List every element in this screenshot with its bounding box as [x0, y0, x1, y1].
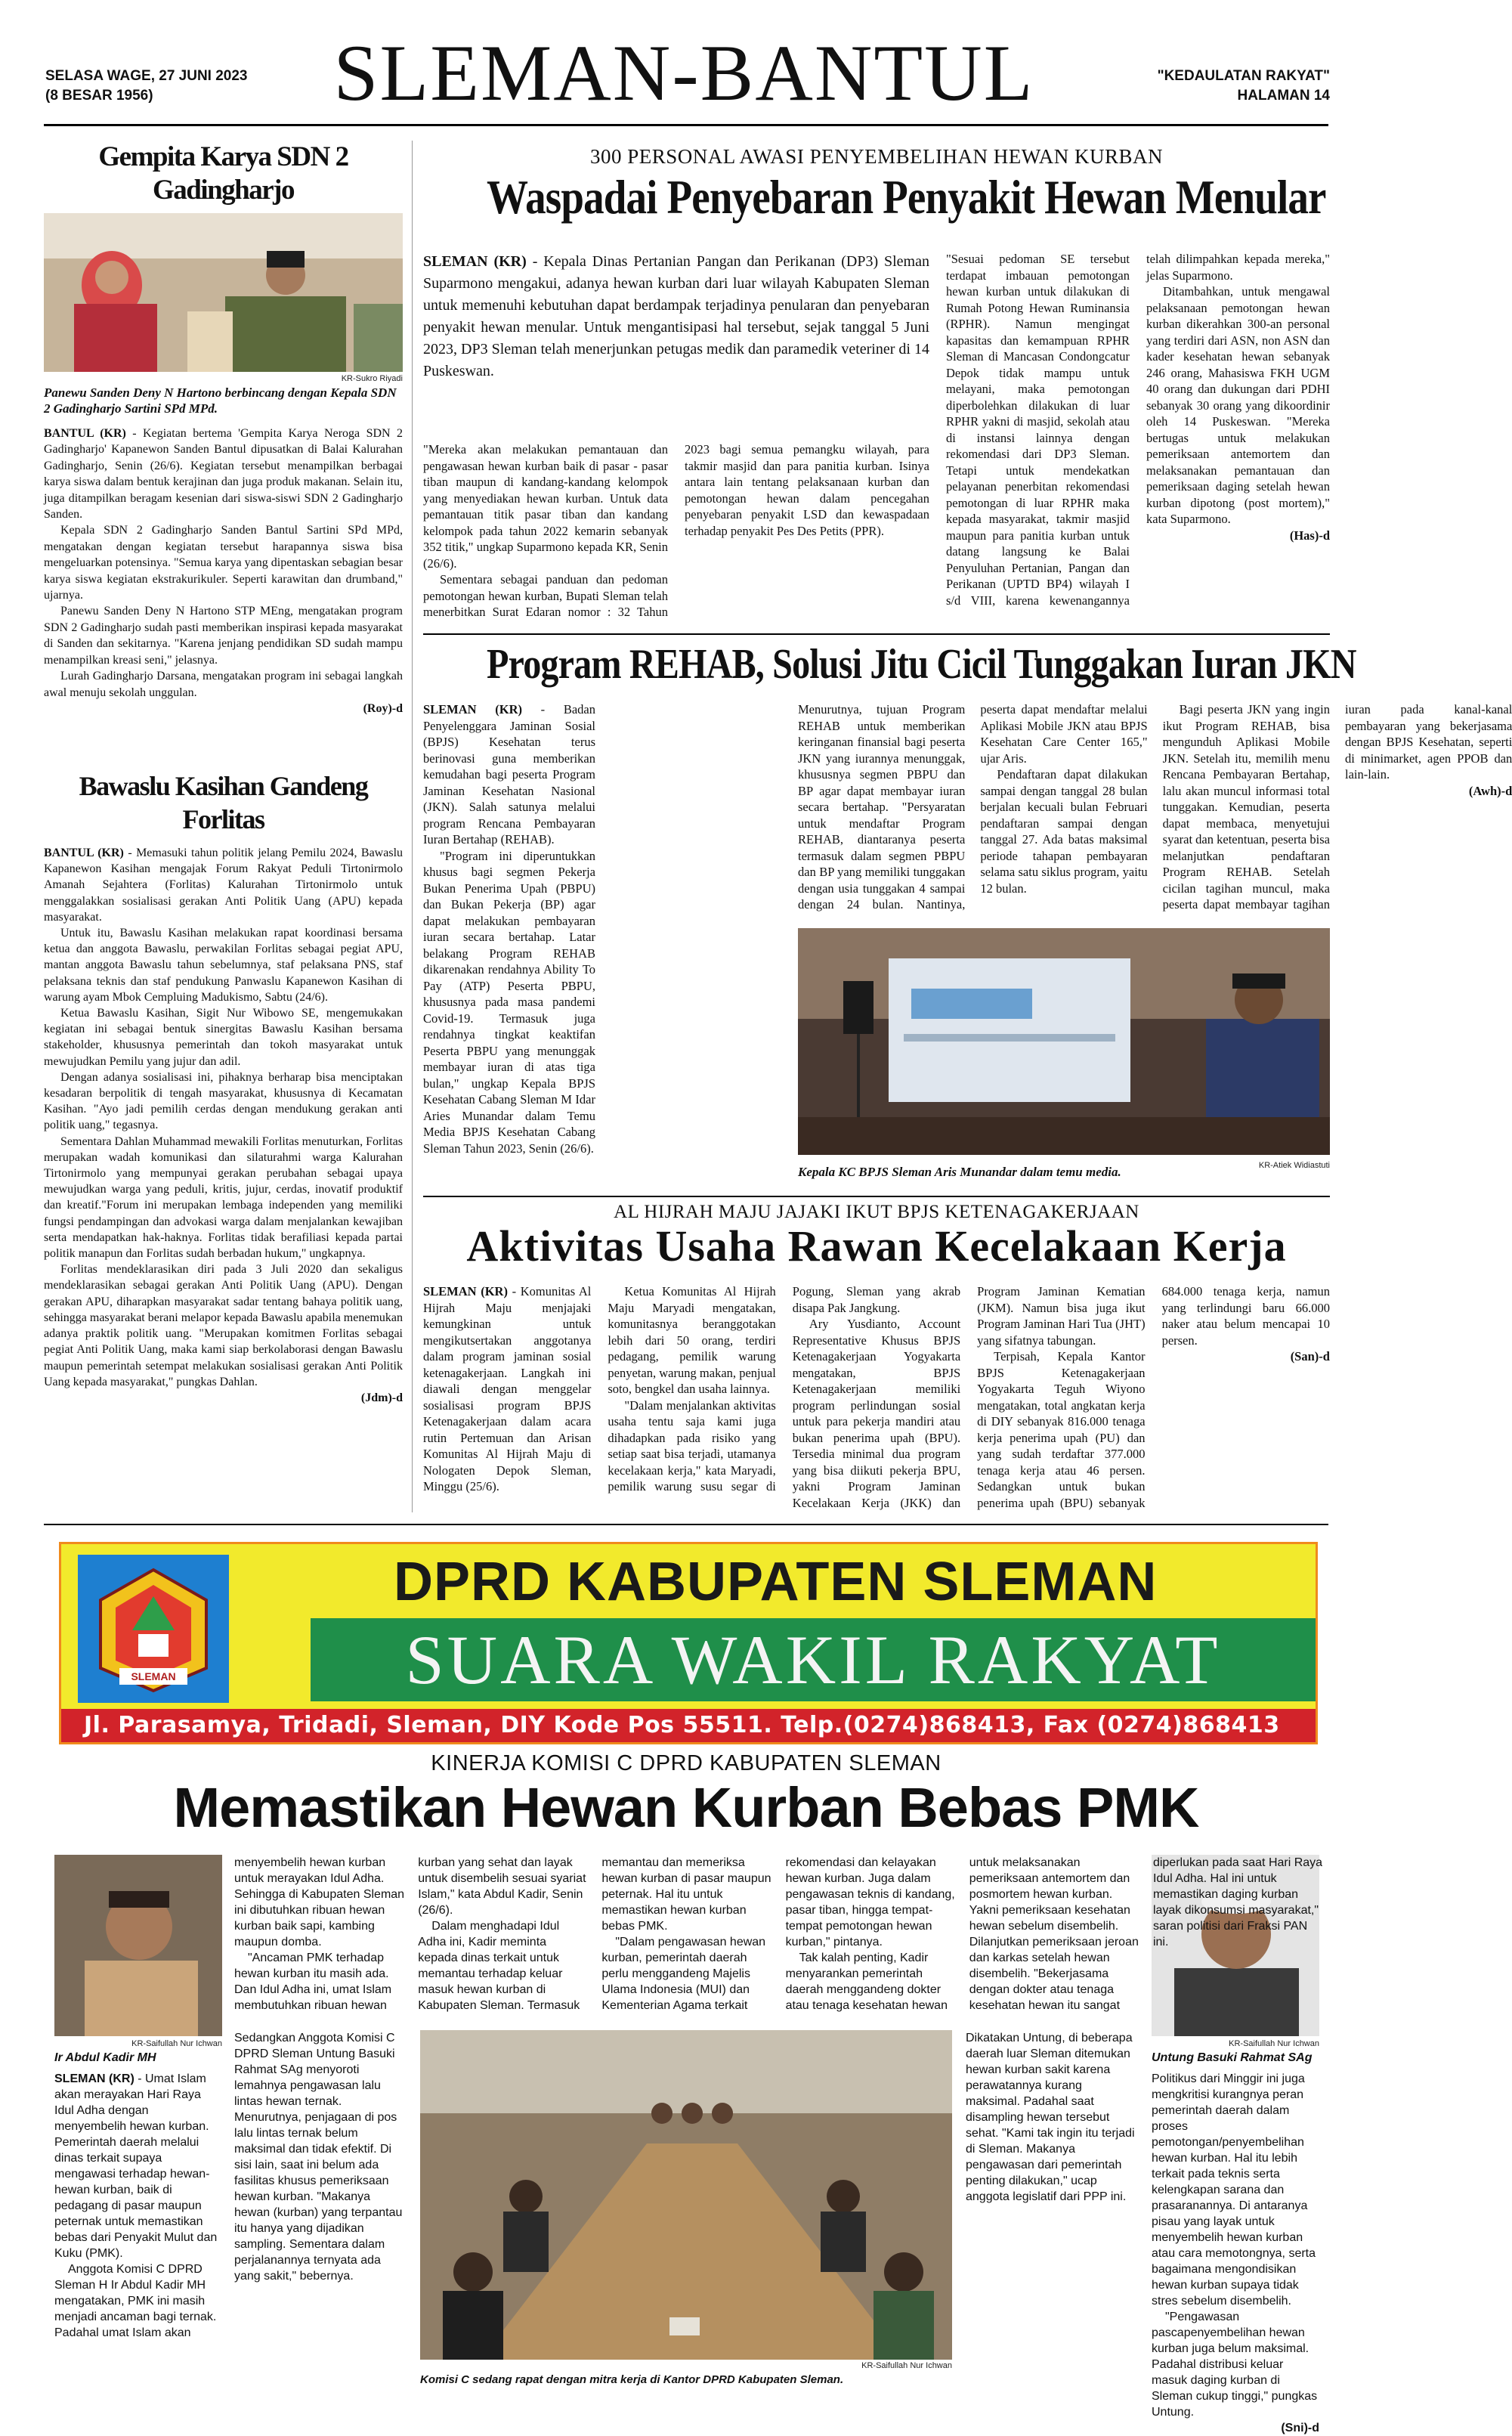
pmk-right-caption: Untung Basuki Rahmat SAg [1152, 2051, 1313, 2064]
masthead-rule [44, 124, 1328, 126]
pmk-left-caption: Ir Abdul Kadir MH [54, 2051, 156, 2064]
kurban-paragraph: "Mereka akan melakukan pemantauan dan pengawasan hewan kurban baik di pasar - pasar tiban maupun di kandang-kandang kelompok yang menyediakan hewan kurban. Untuk data pemantauan titik pasar tiban dan kandang kelompok pada tahun 2022 kemarin sebanyak 352 titik," ungkap Suparmono kepada KR, Senin (26/6). [423, 442, 668, 571]
dprd-banner-address-bar [61, 1709, 1316, 1742]
gempita-body [44, 426, 403, 717]
bawaslu-paragraph: - Memasuki tahun politik jelang Pemilu 2024, Bawaslu Kapanewon Kasihan mengajak Forum Rakyat Peduli Tirtonirmolo Amanah Sejahtera (Forlitas) Kalurahan Tirtonirmolo untuk menggalakkan sosialisasi gerakan Anti Politik Uang (APU) kepada masyarakat. [44, 847, 404, 924]
rehab-caption: Kepala KC BPJS Sleman Aris Munandar dalam temu media. [798, 1165, 1121, 1179]
rehab-paragraph: Pendaftaran dapat dilakukan sampai dengan tanggal 28 bulan berjalan kecuali bulan Februari pendaftaran sampai dengan tanggal 27. Ada batas maksimal periode tahapan pembayaran selama satu siklus program, yaitu 12 bulan. [980, 767, 1148, 896]
pmk-column-lower-right [966, 2030, 1139, 2388]
rehab-body [423, 701, 1512, 1179]
dprd-banner-title: DPRD KABUPATEN SLEMAN [394, 1552, 1158, 1612]
gempita-headline: Gempita Karya SDN 2 Gadingharjo [98, 141, 348, 206]
kurban-headline: Waspadai Penyebaran Penyakit Hewan Menular [487, 170, 1326, 224]
pmk-column-lower-left [234, 2030, 405, 2388]
pmk-paragraph: Dalam menghadapi Idul Adha ini, Kadir meminta kepada dinas terkait untuk memantau terhadap keluar masuk hewan kurban di Kabupaten Sleman. Termasuk memantau dan memeriksa hewan kurban di pasar maupun peternak. Hal itu untuk memastikan hewan kurban bebas PMK. [418, 1856, 771, 2012]
gempita-dateline: BANTUL (KR) [44, 427, 126, 440]
dprd-banner-subtitle: SUARA WAKIL RAKYAT [405, 1621, 1221, 1698]
pmk-paragraph: "Pengawasan pascapenyembelihan hewan kurban juga belum maksimal. Padahal distribusi keluar masuk daging kurban di Sleman cukup tinggi," pungkas Untung. [1152, 2311, 1318, 2419]
kurban-sign: (Has)-d [1289, 528, 1330, 543]
pmk-paragraph: "Ancaman PMK terhadap hewan kurban itu masih ada. Dan Idul Adha ini, umat Islam membutuhkan ribuan hewan kurban yang sehat dan layak untuk disembelih sesuai syariat Islam," kata Abdul Kadir, Senin (26/6). [234, 1856, 586, 2012]
rehab-headline: Program REHAB, Solusi Jitu Cicil Tunggakan Iuran JKN [487, 641, 1356, 688]
pmk-columns-main [234, 1855, 1323, 2026]
hijrah-body [423, 1283, 1330, 1518]
section-rule [423, 633, 1330, 635]
kurban-lead [423, 251, 929, 382]
pmk-paragraph: Politikus dari Minggir ini juga mengkritisi kurangnya peran pemerintah daerah dalam proses pemotongan/penyembelihan hewan kurban. Hal itu lebih terkait pada teknis serta kelengkapan sarana dan prasaranannya. Di antaranya pisau yang layak untuk menyembelih hewan kurban atau cara memotongnya, serta bagaimana mengondisikan hewan kurban supaya tidak stres sebelum disembelih. [1152, 2072, 1316, 2308]
masthead-date-line: SELASA WAGE, 27 JUNI 2023 [45, 68, 248, 84]
bawaslu-paragraph: Sementara Dahlan Muhammad mewakili Forlitas menuturkan, Forlitas merupakan wadah komunikasi dan silaturahmi warga Kalurahan Tirtonirmolo yang mempunyai gerakan perubahan sebagai upaya mewujudkan warga yang peduli, kritis, jujur, cerdas, inovatif produktif dan kreatif."Forum ini merupakan lembaga independen yang memiliki fungsi pendampingan dan advokasi warga dalam menjalankan kewajiban serta mendapatkan hak-haknya. Forlitas tidak berafiliasi kepada partai politik manapun dan Forlitas sudah berbadan hukum," ungkapnya. [44, 1134, 403, 1261]
kurban-lead-text: - Kepala Dinas Pertanian Pangan dan Perikanan (DP3) Sleman Suparmono mengakui, adanya hewan kurban dari luar wilayah Kabupaten Sleman untuk memenuhi kebutuhan dapat berdampak terjadinya penularan dan penyebaran penyakit hewan menular. Untuk mengantisipasi hal tersebut, sejak tanggal 5 Juni 2023, DP3 Sleman telah menerjunkan petugas medik dan paramedik veteriner di 14 Puskeswan. [423, 253, 929, 379]
gempita-photo [44, 213, 403, 372]
dprd-banner-green-band [311, 1618, 1316, 1701]
pmk-paragraph: menyembelih hewan kurban untuk merayakan Idul Adha. Sehingga di Kabupaten Sleman ini dibutuhkan ribuan hewan kurban baik sapi, kambing maupun domba. [234, 1856, 405, 1948]
masthead-java-date-line: (8 BESAR 1956) [45, 88, 153, 104]
pmk-dateline: SLEMAN (KR) [54, 2072, 135, 2085]
pmk-portrait-left-art [54, 1855, 222, 2036]
pmk-right-credit: KR-Saifullah Nur Ichwan [1229, 2039, 1319, 2048]
rehab-article [423, 638, 1512, 1182]
gempita-caption: Panewu Sanden Deny N Hartono berbincang dengan Kepala SDN 2 Gadingharjo Sartini SPd MPd. [44, 385, 397, 416]
hijrah-headline: Aktivitas Usaha Rawan Kecelakaan Kerja [466, 1221, 1287, 1271]
rehab-photo-credit: KR-Atiek Widiastuti [1258, 1161, 1330, 1170]
pmk-article [44, 1750, 1328, 2434]
gempita-paragraph: Lurah Gadingharjo Darsana, mengatakan program ini sebagai langkah awal menuju sekolah unggulan. [44, 670, 403, 699]
hijrah-kicker: AL HIJRAH MAJU JAJAKI IKUT BPJS KETENAGAKERJAAN [614, 1202, 1139, 1222]
rehab-dateline: SLEMAN (KR) [423, 702, 522, 717]
section-rule [423, 1196, 1330, 1197]
masthead-paper-name: "KEDAULATAN RAKYAT" [1157, 68, 1330, 84]
bawaslu-article [44, 769, 403, 1518]
hijrah-paragraph: Terpisah, Kepala Kantor BPJS Ketenagakerjaan Yogyakarta Teguh Wiyono mengatakan, total angkatan kerja di DIY sebanyak 816.000 tenaga kerja penerima upah (PU) dan yang sudah terdaftar 377.000 tenaga kerja atau 46 persen. Sedangkan untuk bukan penerima upah (BPU) sebanyak 684.000 tenaga kerja, namun yang terlindungi baru 66.000 naker atau belum mencapai 10 persen. [977, 1284, 1330, 1510]
rehab-paragraph: Bagi peserta JKN yang ingin ikut Program REHAB, bisa mengunduh Aplikasi Mobile JKN. Setelah itu, memilih menu Rencana Pembayaran Bertahap, lalu akan muncul informasi total tunggakan. Kemudian, peserta dapat membaca, menyetujui syarat dan ketentuan, peserta bisa melanjutkan pendaftaran Program REHAB. Setelah cicilan tagihan muncul, maka peserta dapat membayar tagihan iuran pada kanal-kanal pembayaran yang bekerjasama dengan BPJS Kesehatan, seperti di minimarket, agen PPOB dan lain-lain. [1162, 702, 1512, 912]
kurban-dateline: SLEMAN (KR) [423, 253, 527, 270]
column-divider [412, 141, 413, 1512]
bawaslu-headline: Bawaslu Kasihan Gandeng Forlitas [79, 771, 368, 834]
hijrah-sign: (San)-d [1290, 1349, 1330, 1363]
dprd-banner [59, 1542, 1318, 1744]
bawaslu-paragraph: Forlitas mendeklarasikan diri pada 3 Juli 2020 dan sekaligus mendeklarasikan sebagai gerakan Anti Politik Uang (APU). Dengan gerakan APU, diharapkan masyarakat sadar tentang bahaya politik uang, sehingga masyarakat berani melapor kepada Bawaslu apabila menemukan adanya praktik politik uang. "Merupakan komitmen Forlitas sebagai pegiat Anti Politik Uang, maka kami siap berkolaborasi dengan Bawaslu maupun pemerintah setempat melakukan sosialisasi gerakan Anti Politik Uang kepada masyarakat," pungkas Dahlan. [44, 1263, 403, 1388]
masthead-paper-info [1088, 67, 1330, 106]
pmk-portrait-left [54, 1855, 222, 2036]
gempita-photo-credit: KR-Sukro Riyadi [341, 374, 403, 383]
kurban-lower-columns [423, 441, 929, 623]
kurban-paragraph: Sementara sebagai panduan dan pedoman pemotongan hewan kurban, Bupati Sleman telah menerbitkan Surat Edaran nomor : 32 Tahun 2023 bagi semua pemangku wilayah, para takmir masjid dan para panitia kurban. Isinya antara lain tentang pelaksanaan kurban dan pemotongan hewan dalam pencegahan penyebaran penyakit LSD dan kewaspadaan terhadap penyakit Pes Des Petits (PPR). [423, 442, 929, 619]
masthead [0, 0, 1371, 136]
section-rule [44, 1524, 1328, 1525]
pmk-paragraph: - Umat Islam akan merayakan Hari Raya Idul Adha dengan menyembelih hewan kurban. Pemerintah daerah melalui dinas terkait supaya mengawasi terhadap hewan-hewan kurban, baik di pedagang di pasar maupun peternak untuk memastikan bebas dari Penyakit Mulut dan Kuku (PMK). [54, 2072, 218, 2260]
bawaslu-body [44, 845, 403, 1406]
pmk-kicker: KINERJA KOMISI C DPRD KABUPATEN SLEMAN [431, 1751, 942, 1775]
pmk-sign: (Sni)-d [1281, 2422, 1319, 2434]
bawaslu-dateline: BANTUL (KR) [44, 847, 124, 859]
hijrah-paragraph: Ary Yusdianto, Account Representative Khusus BPJS Ketenagakerjaan Yogyakarta mengatakan, BPJS Ketenagakerjaan memiliki program perlindungan sosial untuk para pekerja mandiri atau bukan penerima upah (BPU). Tersedia minimal dua program yang bisa diikuti pekerja BPU, yakni Program Jaminan Kecelakaan Kerja (JKK) dan Program Jaminan Kematian (JKM). Namun bisa juga ikut Program Jaminan Hari Tua (JHT) yang sifatnya tabungan. [792, 1284, 1146, 1510]
sleman-logo [78, 1555, 229, 1703]
gempita-sign: (Roy)-d [363, 701, 403, 715]
pmk-paragraph: Dikatakan Untung, di beberapa daerah luar Sleman ditemukan hewan kurban sakit karena perawatannya kurang maksimal. Padahal saat disampling hewan tersebut sehat. "Kami tak ingin itu terjadi di Sleman. Makanya pengawasan dari pemerintah penting dilakukan," ucap anggota legislatif dari PPP ini. [966, 2032, 1135, 2203]
pmk-meeting-photo [420, 2030, 952, 2360]
sleman-logo-label: SLEMAN [131, 1670, 176, 1682]
bawaslu-sign: (Jdm)-d [360, 1391, 403, 1404]
hijrah-paragraph: - Komunitas Al Hijrah Maju menjajaki kemungkinan untuk mengikutsertakan anggotanya dalam program jaminan sosial ketenagakerjaan. Langkah ini diawali dengan menggelar sosialisasi program BPJS Ketenagakerjaan dalam acara rutin Pertemuan dan Arisan Komunitas Al Hijrah Maju di Nologaten Depok Sleman, Minggu (25/6). [423, 1284, 592, 1493]
kurban-paragraph: "Sesuai pedoman SE tersebut terdapat imbauan pemotongan hewan kurban untuk dilakukan di Rumah Potong Hewan Ruminansia (RPHR). Namun mengingat kapasitas dan kemampuan RPHR Sleman di Mancasan Condongcatur Depok tidak mampu untuk melayani, maka pemotongan diperbolehkan dilakukan di luar RPHR yakni di masjid, sekolah atau di instansi lainnya dengan rekomendasi dari DP3 Sleman. Tetapi untuk mendekatkan pelayanan penerbitan rekomendasi pemotongan di luar RPHR maka kepada masyarakat, takmir masjid maupun para panitia kurban untuk datang langsung ke Balai Penyuluhan Pertanian, Pangan dan Perikanan (UPTD BP4) wilayah I s/d VIII, karena kewenangannya telah dilimpahkan kepada mereka," jelas Suparmono. [946, 252, 1330, 608]
rehab-columns-right [798, 701, 1512, 928]
rehab-columns-left [423, 701, 784, 1175]
pmk-paragraph: "Dalam pengawasan hewan kurban, pemerintah daerah perlu menggandeng Majelis Ulama Indonesia (MUI) dan Kementerian Agama terkait rekomendasi dan kelayakan hewan kurban. Juga dalam pengawasan teknis di kandang, pasar tiban, hingga tempat-tempat pemotongan hewan kurban," pintanya. [601, 1856, 955, 2012]
pmk-meeting-caption: Komisi C sedang rapat dengan mitra kerja di Kantor DPRD Kabupaten Sleman. [420, 2373, 844, 2386]
rehab-paragraph: "Program ini diperuntukkan khusus bagi segmen Pekerja Bukan Penerima Upah (PBPU) dan Bukan Pekerja (BP) agar dapat melakukan pembayaran iuran secara bertahap. Latar belakang Program REHAB dikarenakan rendahnya Ability To Pay (ATP) Peserta PBPU, khususnya pada masa pandemi Covid-19. Termasuk juga rendahnya tingkat keaktifan Peserta PBPU yang menunggak membayar iuran di atas tiga bulan," ungkap Kepala BPJS Kesehatan Cabang Sleman M Idar Aries Munandar dalam Temu Media BPJS Kesehatan Cabang Sleman Tahun 2023, Senin (26/6). [423, 848, 595, 1156]
rehab-photo-art [798, 928, 1330, 1155]
gempita-article [44, 141, 403, 760]
pmk-paragraph: Tak kalah penting, Kadir menyarankan pemerintah daerah menggandeng dokter atau tenaga kesehatan hewan untuk melaksanakan pemeriksaan antemortem dan posmortem hewan kurban. Yakni pemeriksaan kesehatan hewan sebelum disembelih. Dilanjutkan pemeriksaan jeroan dan karkas setelah hewan disembelih. "Bekerjasama dengan dokter atau tenaga kesehatan hewan itu sangat diperlukan pada saat Hari Raya Idul Adha. Hal ini untuk memastikan daging kurban layak dikonsumsi masyarakat," saran politisi dari Fraksi PAN ini. [785, 1856, 1323, 2012]
hijrah-dateline: SLEMAN (KR) [423, 1284, 508, 1298]
gempita-paragraph: - Kegiatan bertema 'Gempita Karya Neroga SDN 2 Gadingharjo' Kapanewon Sanden Bantul dipusatkan di Balai Kalurahan Gadingharjo, Senin (26/6). Kegiatan tersebut menampilkan berbagai karya siswa dalam bentuk kerajinan dan juga produk makanan. Selain itu, juga ditampilkan beragam kesenian dari siswa-siswi SDN 2 Gadingharjo Sanden. [44, 427, 403, 522]
pmk-column-right [1152, 2071, 1319, 2434]
rehab-paragraph: - Badan Penyelenggara Jaminan Sosial (BPJS) Kesehatan terus berinovasi guna memberikan kemudahan bagi peserta Program Jaminan Kesehatan Nasional (JKN). Salah satunya melalui program Rencana Pembayaran Iuran Bertahap (REHAB). [423, 702, 595, 847]
masthead-title: SLEMAN-BANTUL [333, 29, 1034, 117]
gempita-paragraph: Panewu Sanden Deny N Hartono STP MEng, mengatakan program SDN 2 Gadingharjo sudah pasti memberikan inspirasi kepada masyarakat di Sanden dan sekitarnya. "Karena jenjang pendidikan SD sudah mampu menampilkan kreasi seni," jelasnya. [44, 605, 403, 667]
rehab-photo [798, 928, 1330, 1155]
bawaslu-paragraph: Untuk itu, Bawaslu Kasihan melakukan rapat koordinasi bersama ketua dan anggota Bawaslu, perwakilan Forlitas sebagai pegiat APU, mantan anggota Bawaslu tahun sebelumnya, staf pelaksana PNS, staf pelaksana teknis dan staf pendukung Panwaslu Kapanewon Kasihan di warung ayam Mbok Cempluing Madukismo, Sabtu (24/6). [44, 927, 403, 1004]
hijrah-paragraph: "Dalam menjalankan aktivitas usaha tentu saja kami juga dihadapkan pada risiko yang setiap saat bisa terjadi, utamanya kecelakaan kerja," kata Maryadi, pemilik warung susu segar di Pogung, Sleman yang akrab disapa Pak Jangkung. [608, 1284, 961, 1493]
masthead-page-number: HALAMAN 14 [1237, 88, 1330, 104]
masthead-date [45, 67, 317, 106]
gempita-paragraph: Kepala SDN 2 Gadingharjo Sanden Bantul Sartini SPd MPd, mengatakan dengan kegiatan tersebut harapannya siswa bisa mengeluarkan potensinya. "Semua karya yang dipentaskan sebagian besar karya siswa kegiatan ekstrakurikuler. Seperti karawitan dan drumband," ujarnya. [44, 524, 403, 602]
kurban-kicker: 300 PERSONAL AWASI PENYEMBELIHAN HEWAN KURBAN [589, 145, 1164, 168]
kurban-right-columns [946, 251, 1330, 623]
pmk-meeting-photo-art [420, 2030, 952, 2360]
hijrah-paragraph: Ketua Komunitas Al Hijrah Maju Maryadi mengatakan, komunitasnya beranggotakan lebih dari 50 orang, terdiri pedagang, pemilik warung penyetan, warung makan, penjual soto, bengkel dan usaha lainnya. [608, 1284, 776, 1396]
gempita-photo-art [44, 213, 403, 372]
pmk-paragraph: Anggota Komisi C DPRD Sleman H Ir Abdul Kadir MH mengatakan, PMK ini masih menjadi ancaman bagi ternak. Padahal umat Islam akan [54, 2263, 217, 2339]
dprd-banner-address: Jl. Parasamya, Tridadi, Sleman, DIY Kode Pos 55511. Telp.(0274)868413, Fax (0274)868413 [84, 1712, 1280, 1738]
bawaslu-paragraph: Ketua Bawaslu Kasihan, Sigit Nur Wibowo SE, mengemukakan kegiatan ini sebagai bentuk sinergitas Bawaslu Kasihan bersama stakeholder, khususnya pemerintah dan tokoh masyarakat untuk mewujudkan Pemilu yang jujur dan adil. [44, 1007, 403, 1068]
bawaslu-paragraph: Dengan adanya sosialisasi ini, pihaknya berharap bisa menciptakan kesadaran berpolitik di tengah masyarakat, khususnya di Kecamatan Kasihan. "Ayo jadi pemilih cerdas dengan mendukung gerakan anti politik uang," tegasnya. [44, 1070, 403, 1132]
rehab-sign: (Awh)-d [1468, 783, 1512, 798]
hijrah-article [423, 1202, 1330, 1519]
pmk-column-left [54, 2071, 222, 2388]
kurban-article [423, 145, 1330, 629]
pmk-paragraph: Sedangkan Anggota Komisi C DPRD Sleman Untung Basuki Rahmat SAg menyoroti lemahnya pengawasan lalu lintas hewan ternak. Menurutnya, penjagaan di pos lalu lintas ternak belum maksimal dan tidak efektif. Di sisi lain, saat ini belum ada fasilitas khusus pemeriksaan hewan kurban. "Makanya hewan (kurban) yang terpantau itu hanya yang dijadikan sampling. Sementara dalam perjalanannya ternyata ada yang sakit," bebernya. [234, 2032, 403, 2283]
pmk-left-credit: KR-Saifullah Nur Ichwan [131, 2039, 222, 2048]
rehab-paragraph: Menurutnya, tujuan Program REHAB untuk memberikan keringanan finansial bagi peserta JKN yang iurannya menunggak, khususnya segmen PBPU dan BP agar dapat membayar iuran secara bertahap. "Persyaratan untuk mendaftar Program REHAB, diantaranya peserta termasuk dalam segmen PBPU dan BP yang memiliki tunggakan dengan usia tunggakan 4 sampai dengan 24 bulan. Nantinya, peserta dapat mendaftar melalui Aplikasi Mobile JKN atau BPJS Kesehatan Care Center 165," ujar Aris. [798, 702, 1148, 912]
pmk-headline: Memastikan Hewan Kurban Bebas PMK [173, 1776, 1199, 1839]
pmk-meeting-credit: KR-Saifullah Nur Ichwan [861, 2361, 952, 2370]
kurban-paragraph: Ditambahkan, untuk mengawal pelaksanaan pemotongan hewan kurban dikerahkan 300-an personal yang terdiri dari ASN, non ASN dan kader kesehatan hewan sebanyak 246 orang, Mahasiswa FKH UGM 40 orang dan dukungan dari PDHI sebanyak 30 orang yang dikoordinir oleh 14 Puskeswan. "Mereka bertugas untuk melakukan pemeriksaan antemortem dan melaksanakan pemantauan dan pemeriksaan daging setelah hewan kurban dipotong (post mortem)," kata Suparmono. [1146, 284, 1330, 526]
